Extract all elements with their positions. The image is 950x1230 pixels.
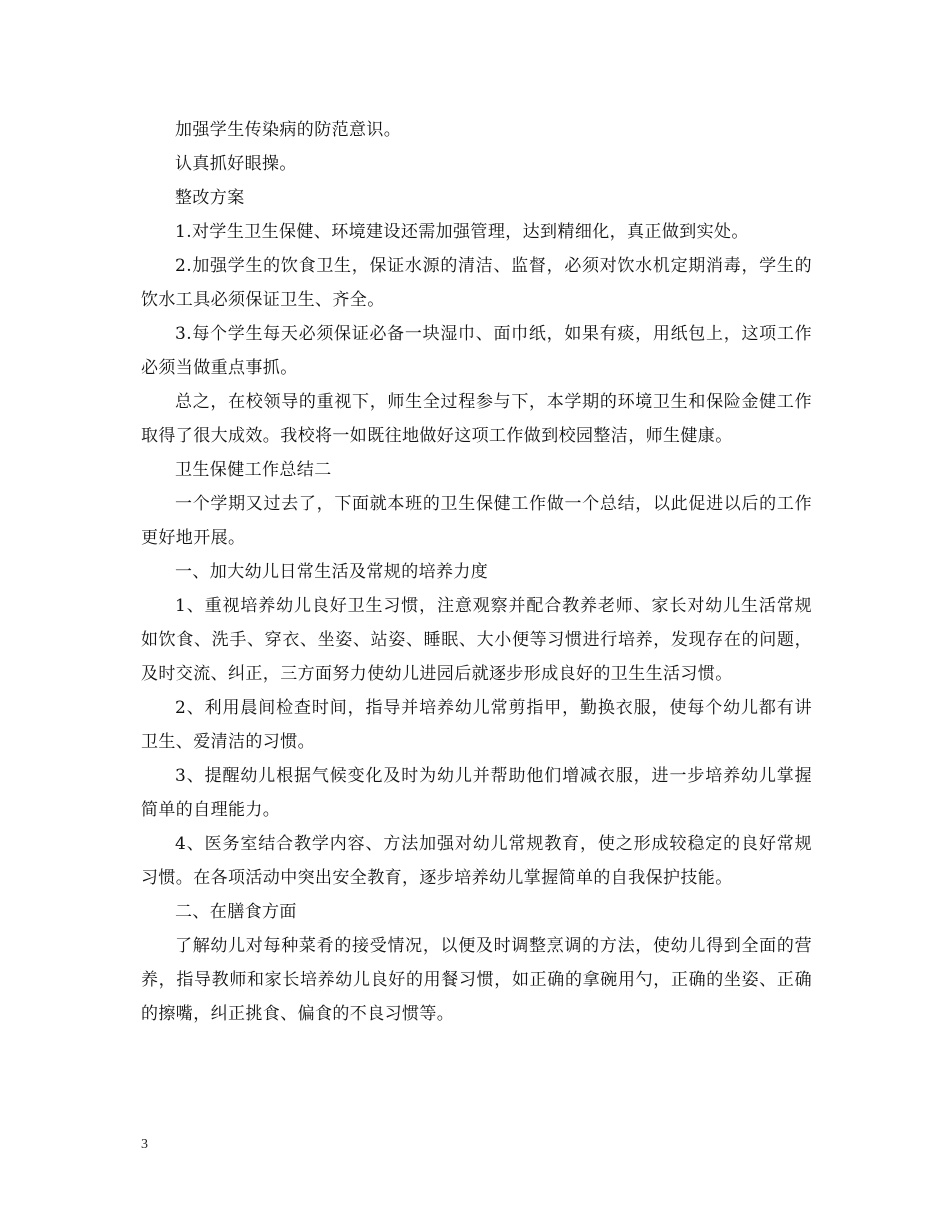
heading-section-one: 一、加大幼儿日常生活及常规的培养力度 [175,562,489,582]
paragraph-plan-item-3: 3.每个学生每天必须保证必备一块湿巾、面巾纸，如果有痰，用纸包上，这项工作必须当做重点事抓。 [141,324,812,378]
paragraph-eye-exercises: 认真抓好眼操。 [175,154,297,174]
paragraph-conclusion: 总之，在校领导的重视下，师生全过程参与下，本学期的环境卫生和保险金健工作取得了很大成效。我校将一如既往地做好这项工作做到校园整洁，师生健康。 [141,392,812,446]
paragraph-section-one-item-1: 1、重视培养幼儿良好卫生习惯，注意观察并配合教养老师、家长对幼儿生活常规如饮食、洗手、穿衣、坐姿、站姿、睡眠、大小便等习惯进行培养，发现存在的问题，及时交流、纠正，三方面努力使幼儿进园后就逐步形成良好的卫生生活习惯。 [141,596,812,684]
document-body [141,113,812,1031]
paragraph-summary-intro: 一个学期又过去了，下面就本班的卫生保健工作做一个总结，以此促进以后的工作更好地开展。 [141,494,812,548]
heading-summary-two: 卫生保健工作总结二 [175,460,332,480]
heading-rectification-plan: 整改方案 [175,188,245,208]
paragraph-section-one-item-2: 2、利用晨间检查时间，指导并培养幼儿常剪指甲，勤换衣服，使每个幼儿都有讲卫生、爱清洁的习惯。 [141,698,812,752]
heading-section-two: 二、在膳食方面 [175,902,297,922]
paragraph-prevention-awareness: 加强学生传染病的防范意识。 [175,120,402,140]
paragraph-section-one-item-3: 3、提醒幼儿根据气候变化及时为幼儿并帮助他们增减衣服，进一步培养幼儿掌握简单的自理能力。 [141,766,812,820]
page-number: 3 [141,1137,148,1152]
paragraph-plan-item-2: 2.加强学生的饮食卫生，保证水源的清洁、监督，必须对饮水机定期消毒，学生的饮水工具必须保证卫生、齐全。 [141,256,812,310]
paragraph-diet: 了解幼儿对每种菜肴的接受情况，以便及时调整烹调的方法，使幼儿得到全面的营养，指导教师和家长培养幼儿良好的用餐习惯，如正确的拿碗用勺，正确的坐姿、正确的擦嘴，纠正挑食、偏食的不良习惯等。 [141,936,812,1024]
paragraph-section-one-item-4: 4、医务室结合教学内容、方法加强对幼儿常规教育，使之形成较稳定的良好常规习惯。在各项活动中突出安全教育，逐步培养幼儿掌握简单的自我保护技能。 [141,834,812,888]
paragraph-plan-item-1: 1.对学生卫生保健、环境建设还需加强管理，达到精细化，真正做到实处。 [175,222,749,242]
